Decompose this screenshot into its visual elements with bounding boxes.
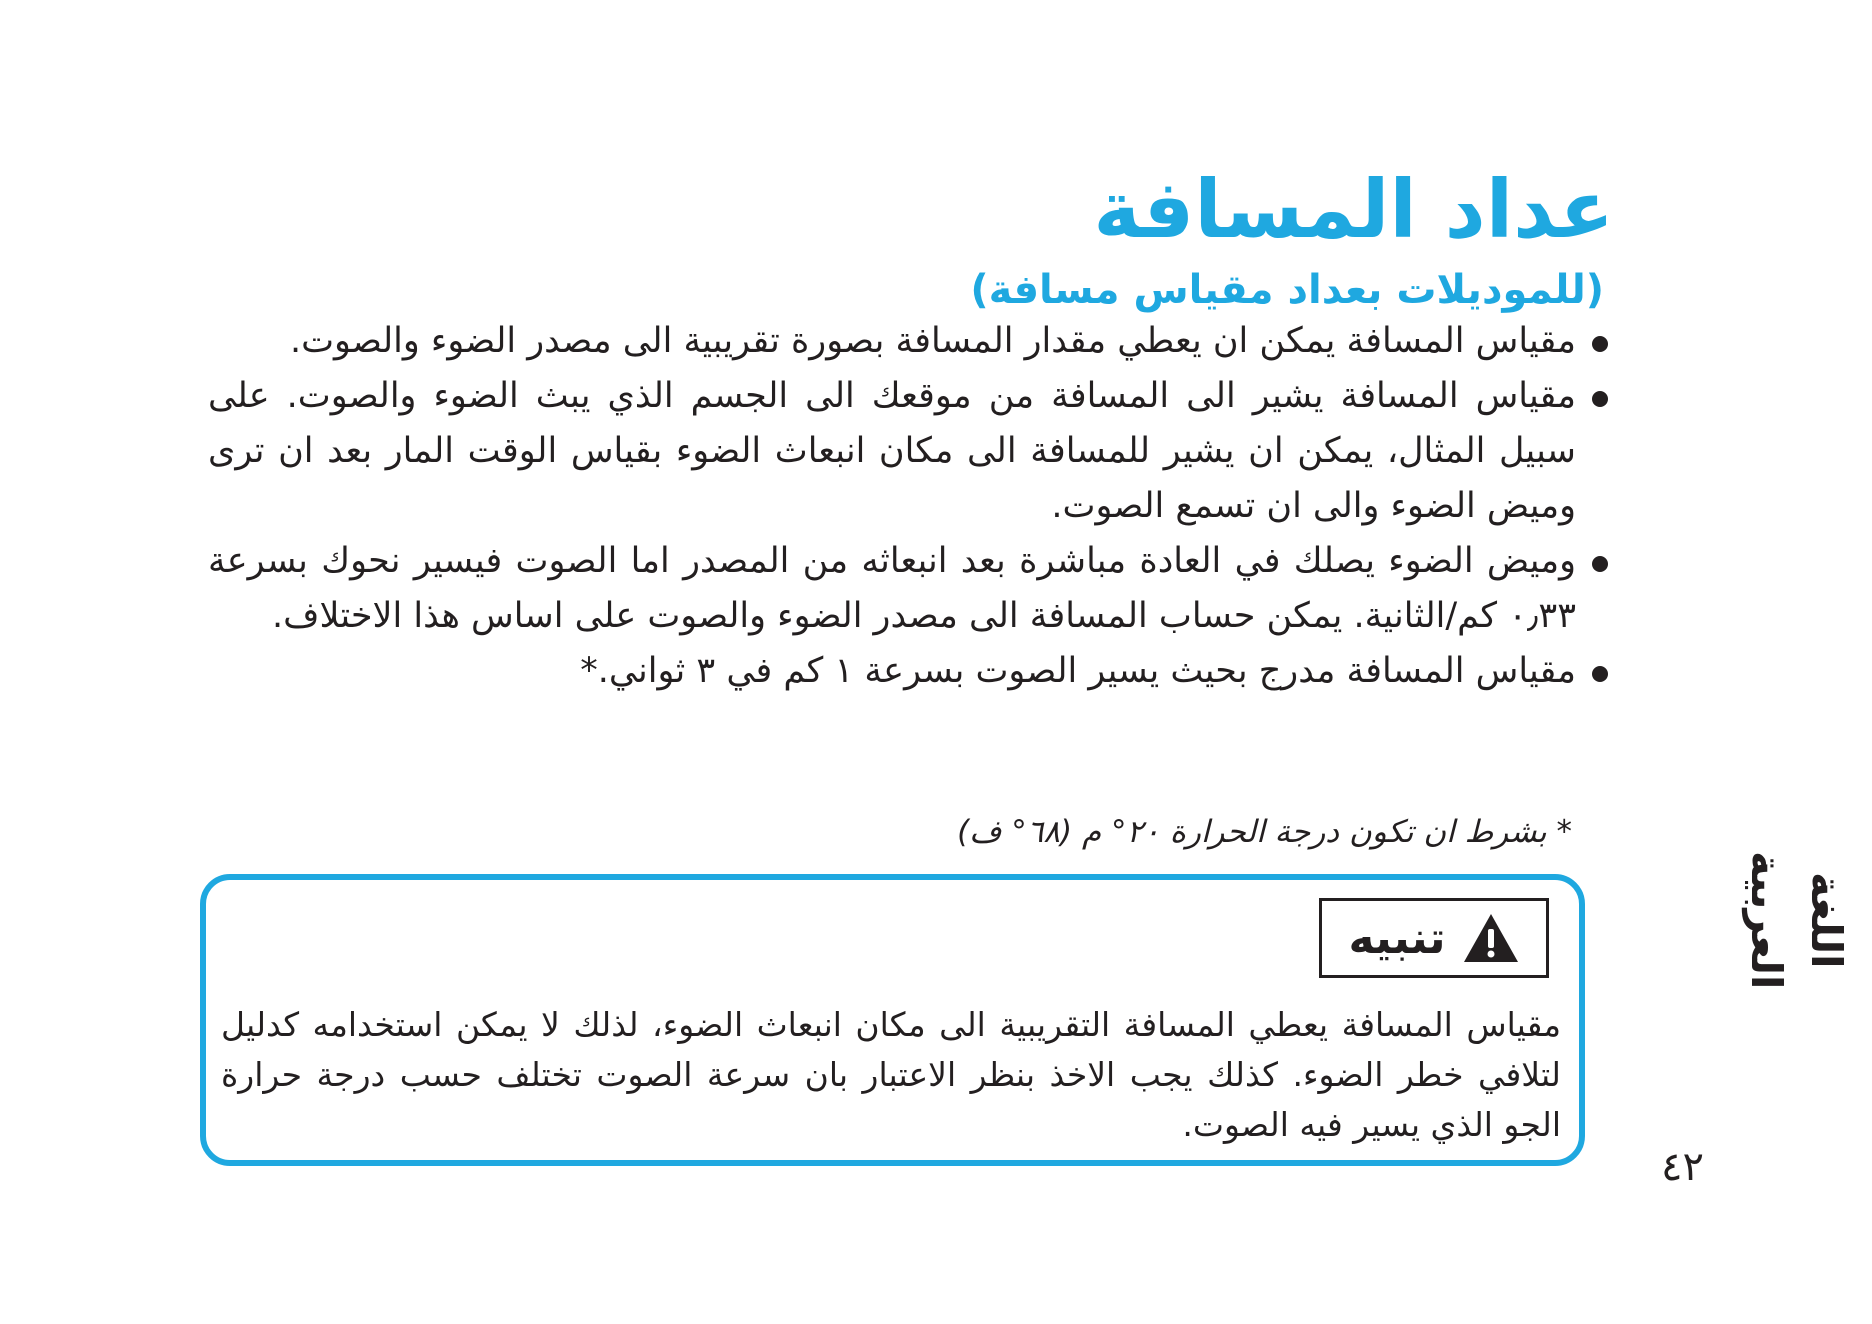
bullet-item-1 xyxy=(208,314,1608,369)
page-subtitle: (للموديلات بعداد مقياس مسافة) xyxy=(970,267,1604,313)
bullet-text-3: وميض الضوء يصلك في العادة مباشرة بعد انبعاثه من المصدر اما الصوت فيسير نحوك بسرعة ٠٫٣٣ كم/الثانية. يمكن حساب المسافة الى مصدر الضوء والصوت على اساس هذا الاختلاف. xyxy=(208,541,1576,636)
bullet-dot-icon xyxy=(1592,556,1608,572)
caution-text: مقياس المسافة يعطي المسافة التقريبية الى مكان انبعاث الضوء، لذلك لا يمكن استخدامه كدليل لتلافي خطر الضوء. كذلك يجب الاخذ بنظر الاعتبار بان سرعة الصوت تختلف حسب درجة حرارة الجو الذي يسير فيه الصوت. xyxy=(221,1005,1561,1144)
bullet-list xyxy=(208,314,1608,699)
bullet-dot-icon xyxy=(1592,391,1608,407)
caution-box xyxy=(200,874,1585,1166)
warning-icon xyxy=(1462,912,1520,964)
bullet-text-2: مقياس المسافة يشير الى المسافة من موقعك الى الجسم الذي يبث الضوء والصوت. على سبيل المثال، يمكن ان يشير للمسافة الى مكان انبعاث الضوء بقياس الوقت المار بعد ان ترى وميض الضوء والى ان تسمع الصوت. xyxy=(208,376,1576,526)
bullet-dot-icon xyxy=(1592,336,1608,352)
bullet-item-2 xyxy=(208,369,1608,534)
bullet-item-3 xyxy=(208,534,1608,644)
bullet-text-1: مقياس المسافة يمكن ان يعطي مقدار المسافة بصورة تقريبية الى مصدر الضوء والصوت. xyxy=(289,321,1576,361)
caution-heading-label: تنبيه xyxy=(1348,912,1446,964)
bullet-dot-icon xyxy=(1592,666,1608,682)
bullet-text-4: مقياس المسافة مدرج بحيث يسير الصوت بسرعة ١ كم في ٣ ثواني.* xyxy=(580,651,1576,691)
bullet-item-4 xyxy=(208,644,1608,699)
caution-heading xyxy=(1319,898,1549,978)
language-side-tab: اللغة العربية xyxy=(1742,850,1851,990)
footnote: * بشرط ان تكون درجة الحرارة ٢٠° م (٦٨° ف) xyxy=(957,814,1572,850)
page-number: ٤٢ xyxy=(1661,1144,1704,1190)
page-title: عداد المسافة xyxy=(1093,163,1614,256)
